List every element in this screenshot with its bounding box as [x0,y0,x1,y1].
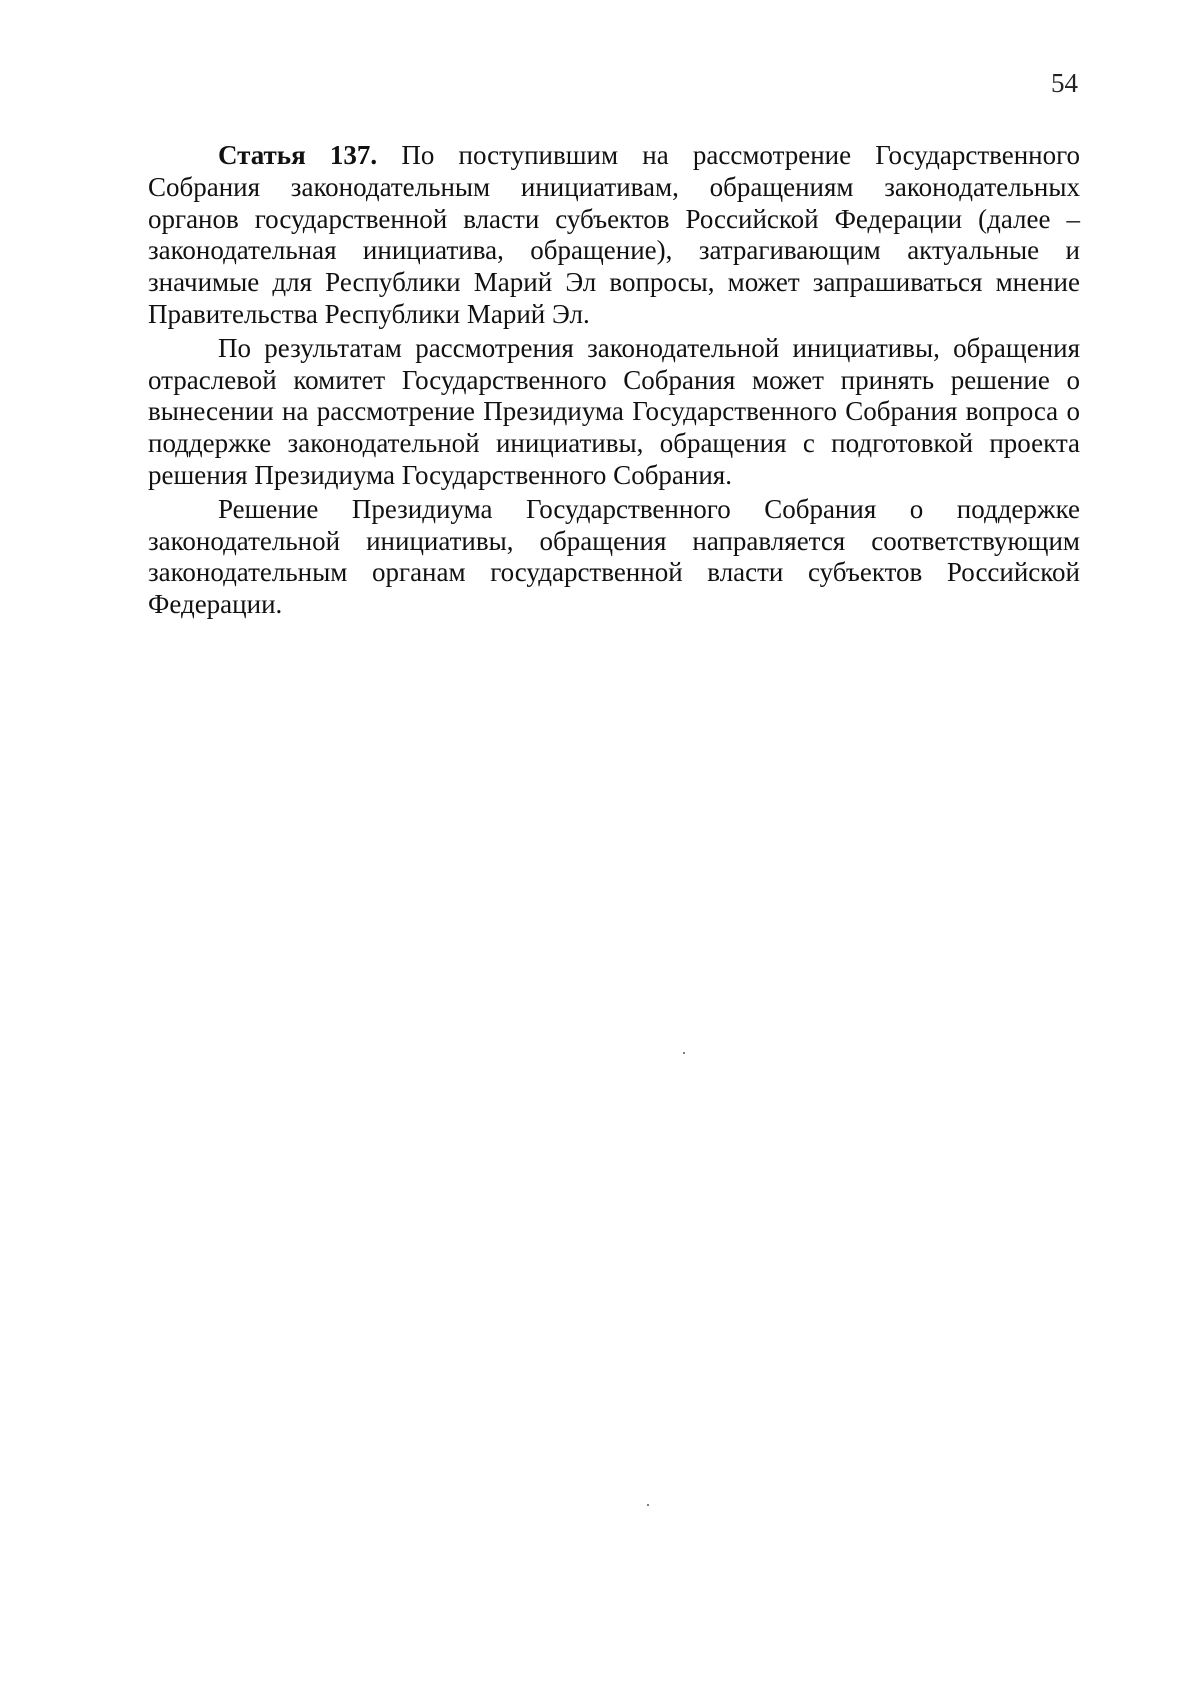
article-paragraph-3: Решение Президиума Государственного Собрания о поддержке законодательной инициативы, обращения направляется соответствующим законодательным органам государственной власти субъектов Российской Федерации. [148,493,1080,620]
article-paragraph-1-text: По поступившим на рассмотрение Государственного Собрания законодательным инициативам, обращениям законодательных органов государственной власти субъектов Российской Федерации (далее – законодательная инициатива, обращение), затрагивающим актуальные и значимые для Республики Марий Эл вопросы, может запрашиваться мнение Правительства Республики Марий Эл. [148,140,1080,329]
page-number: 54 [1051,68,1078,98]
scan-speck [683,1052,685,1054]
scan-speck [647,1504,649,1506]
article-paragraph-1 [148,140,1080,331]
article-label: Статья 137. [218,140,378,170]
article-paragraph-2: По результатам рассмотрения законодательной инициативы, обращения отраслевой комитет Государственного Собрания может принять решение о вынесении на рассмотрение Президиума Государственного Собрания вопроса о поддержке законодательной инициативы, обращения с подготовкой проекта решения Президиума Государственного Собрания. [148,332,1080,490]
article-body [148,140,1080,623]
